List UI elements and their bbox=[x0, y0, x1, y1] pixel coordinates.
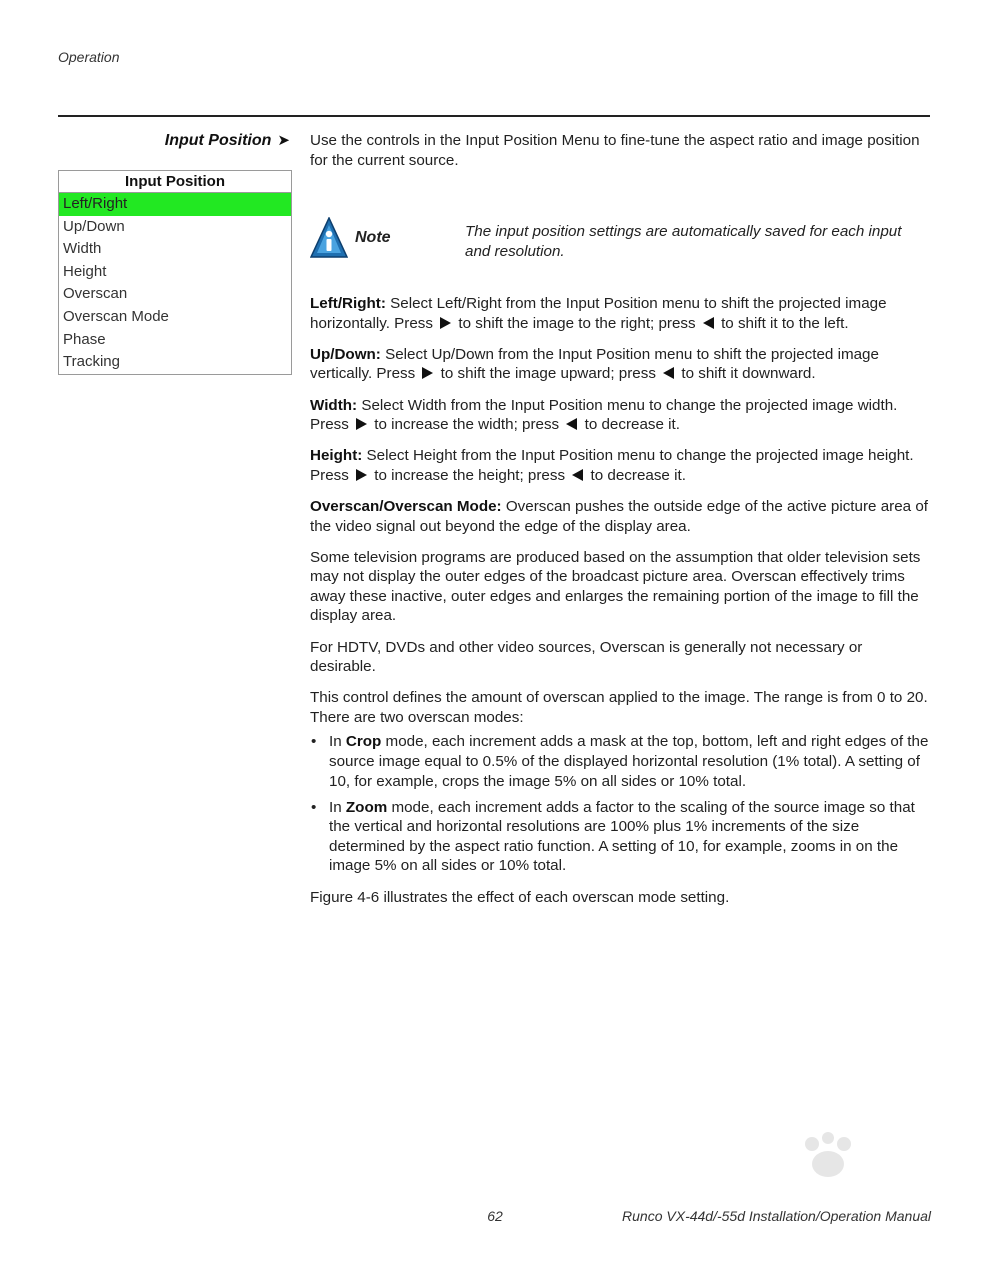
width-term: Width: bbox=[310, 396, 358, 414]
menu-title: Input Position bbox=[59, 171, 291, 193]
note-label: Note bbox=[355, 229, 391, 247]
intro-paragraph: Use the controls in the Input Position Menu to fine-tune the aspect ratio and image position for the current source. bbox=[310, 132, 920, 169]
crop-prefix: In bbox=[329, 733, 346, 751]
play-left-icon bbox=[663, 367, 674, 379]
height-text-1: Select Height from the Input Position menu to change the projected image height. Press bbox=[310, 447, 914, 484]
arrow-right-icon: ➤ bbox=[277, 132, 290, 149]
width-text-1: Select Width from the Input Position menu to change the projected image width. Press bbox=[310, 396, 898, 434]
overscan-paragraph bbox=[310, 497, 932, 536]
height-term: Height: bbox=[310, 447, 363, 465]
menu-item-left-right[interactable]: Left/Right bbox=[59, 193, 291, 216]
width-text-3: to decrease it. bbox=[580, 416, 680, 434]
up-down-text-2: to shift the image upward; press bbox=[436, 365, 661, 383]
header-rule bbox=[58, 115, 930, 117]
play-right-icon bbox=[356, 418, 367, 430]
height-text-2: to increase the height; press bbox=[370, 466, 570, 484]
bullet: • bbox=[311, 798, 317, 816]
left-right-text-3: to shift it to the left. bbox=[716, 314, 849, 332]
menu-item-up-down[interactable]: Up/Down bbox=[63, 217, 125, 235]
bullet: • bbox=[311, 733, 317, 751]
up-down-term: Up/Down: bbox=[310, 345, 381, 363]
overscan-term: Overscan/Overscan Mode: bbox=[310, 497, 502, 515]
up-down-paragraph bbox=[310, 345, 932, 384]
tv-paragraph: Some television programs are produced based on the assumption that older television sets may not display the outer edges of the broadcast picture area. Overscan effectively trims away these inactive, outer edges and enlarges the remaining portion of the image to fill the display area. bbox=[310, 548, 921, 625]
hdtv-paragraph: For HDTV, DVDs and other video sources, Overscan is generally not necessary or desirable. bbox=[310, 638, 863, 676]
play-left-icon bbox=[703, 317, 714, 329]
zoom-term: Zoom bbox=[345, 798, 388, 816]
left-right-text-2: to shift the image to the right; press bbox=[454, 314, 700, 332]
height-paragraph bbox=[310, 446, 932, 485]
menu-item-tracking[interactable]: Tracking bbox=[63, 353, 120, 371]
note-text: The input position settings are automatically saved for each input and resolution. bbox=[465, 223, 902, 260]
list-item-zoom bbox=[310, 798, 932, 876]
list-item-crop bbox=[310, 732, 932, 791]
menu-item-overscan[interactable]: Overscan bbox=[63, 285, 128, 303]
play-left-icon bbox=[572, 469, 583, 481]
page-number: 62 bbox=[487, 1208, 503, 1224]
note-callout bbox=[310, 170, 932, 260]
range-paragraph: This control defines the amount of overscan applied to the image. The range is from 0 to 20. There are two overscan modes: bbox=[310, 689, 928, 726]
menu-item-phase[interactable]: Phase bbox=[63, 330, 106, 348]
overscan-modes-list bbox=[310, 732, 932, 876]
left-right-term: Left/Right: bbox=[310, 295, 386, 313]
play-right-icon bbox=[440, 317, 451, 329]
overscan-text: Overscan pushes the outside edge of the active picture area of the video signal out beyond the edge of the display area. bbox=[310, 497, 928, 535]
running-header: Operation bbox=[58, 49, 120, 65]
play-left-icon bbox=[566, 418, 577, 430]
up-down-text-1: Select Up/Down from the Input Position menu to shift the projected image vertically. Press bbox=[310, 345, 879, 383]
width-paragraph bbox=[310, 396, 932, 435]
note-info-icon bbox=[310, 217, 348, 259]
body-content bbox=[310, 131, 932, 919]
play-right-icon bbox=[356, 469, 367, 481]
section-title-text: Input Position bbox=[164, 132, 272, 149]
menu-item-width[interactable]: Width bbox=[63, 240, 102, 258]
play-right-icon bbox=[422, 367, 433, 379]
left-right-text-1: Select Left/Right from the Input Position menu to shift the projected image horizontally. Press bbox=[310, 295, 887, 332]
crop-text: mode, each increment adds a mask at the top, bottom, left and right edges of the source image equal to 0.5% of the displayed horizontal resolution (1% total). A setting of 10, for example, crops the image 5% on all sides or 10% total. bbox=[329, 733, 929, 790]
height-text-3: to decrease it. bbox=[586, 466, 686, 484]
section-title bbox=[58, 131, 290, 150]
menu-item-height[interactable]: Height bbox=[63, 262, 107, 280]
width-text-2: to increase the width; press bbox=[370, 416, 564, 434]
crop-term: Crop bbox=[345, 733, 382, 751]
left-right-paragraph bbox=[310, 294, 932, 333]
zoom-text: mode, each increment adds a factor to the scaling of the source image so that the vertical and horizontal resolutions are 100% plus 1% increments of the size determined by the aspect ratio function. A setting of 10, for example, zooms in on the image 5% on all sides or 10% total. bbox=[329, 798, 915, 875]
input-position-menu bbox=[58, 170, 292, 375]
up-down-text-3: to shift it downward. bbox=[677, 365, 816, 383]
manual-title: Runco VX-44d/-55d Installation/Operation Manual bbox=[622, 1208, 931, 1224]
zoom-prefix: In bbox=[329, 798, 346, 816]
figure-reference-paragraph: Figure 4-6 illustrates the effect of each overscan mode setting. bbox=[310, 889, 730, 907]
menu-item-overscan-mode[interactable]: Overscan Mode bbox=[63, 307, 169, 325]
